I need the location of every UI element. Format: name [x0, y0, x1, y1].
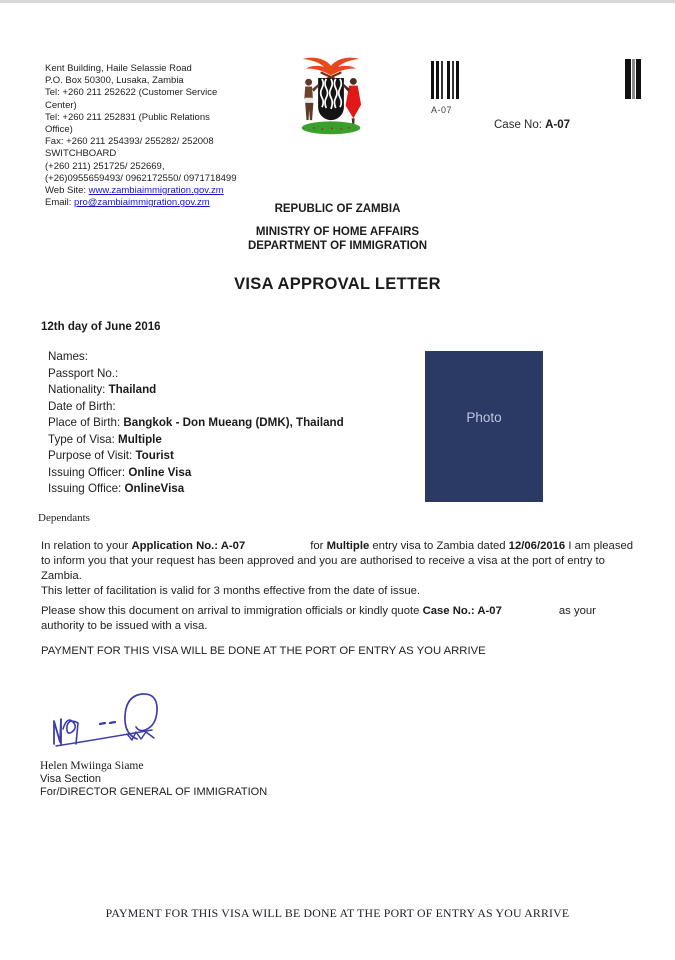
- website-line: [45, 185, 297, 197]
- signatory-for-line: For/DIRECTOR GENERAL OF IMMIGRATION: [40, 786, 268, 799]
- text-segment: 12/06/2016: [508, 540, 566, 552]
- field-value: Online Visa: [128, 465, 192, 479]
- photo-placeholder-box: [425, 351, 543, 502]
- address-line: Tel: +260 211 252831 (Public Relations: [45, 111, 210, 123]
- signature-ink: [40, 676, 170, 758]
- photo-placeholder-text: Photo: [466, 410, 502, 425]
- heading-ministry: MINISTRY OF HOME AFFAIRS: [255, 226, 420, 238]
- right-supporter-figure: [343, 78, 361, 125]
- letter-title: VISA APPROVAL LETTER: [234, 275, 441, 293]
- field-value: Multiple: [118, 432, 162, 446]
- email-link[interactable]: pro@zambiaimmigration.gov.zm: [74, 197, 210, 209]
- field-row: [48, 399, 344, 416]
- text-segment: Multiple: [326, 540, 370, 552]
- field-row: [48, 432, 344, 449]
- field-row: [48, 382, 344, 399]
- signatory-block: [40, 760, 267, 800]
- address-line: SWITCHBOARD: [45, 148, 117, 160]
- field-label: Issuing Office:: [48, 482, 125, 495]
- case-barcode: [431, 61, 473, 115]
- field-row: [48, 366, 344, 383]
- case-number-value: A-07: [545, 119, 571, 131]
- text-segment: as your authority to be issued with a visa.: [41, 605, 596, 632]
- barcode-partial-icon: [625, 59, 641, 99]
- case-number: [494, 119, 570, 131]
- field-label: Place of Birth:: [48, 416, 124, 429]
- field-label: Names:: [48, 350, 88, 363]
- signatory-section: Visa Section: [40, 773, 101, 786]
- letter-date: 12th day of June 2016: [41, 321, 161, 333]
- case-number-label: Case No:: [494, 119, 546, 131]
- address-line: (+26)0955659493/ 0962172550/ 0971718499: [45, 172, 237, 184]
- applicant-fields-list: [48, 349, 344, 498]
- zambia-coat-of-arms-icon: [288, 50, 374, 142]
- address-lines: [45, 63, 297, 185]
- text-segment: Application No.: A-07: [131, 540, 246, 552]
- text-segment: for: [310, 540, 327, 552]
- payment-notice: PAYMENT FOR THIS VISA WILL BE DONE AT THE PORT OF ENTRY AS YOU ARRIVE: [41, 645, 486, 657]
- text-gap: [502, 604, 559, 619]
- field-label: Passport No.:: [48, 366, 119, 380]
- address-line: Fax: +260 211 254393/ 255282/ 252008: [45, 136, 214, 148]
- address-line: Kent Building, Haile Selassie Road: [45, 63, 192, 74]
- barcode-icon: [431, 61, 465, 99]
- field-value: Thailand: [108, 383, 157, 396]
- email-label: Email:: [45, 197, 75, 209]
- field-row: [48, 465, 344, 482]
- address-line: P.O. Box 50300, Lusaka, Zambia: [45, 75, 184, 87]
- field-label: Date of Birth:: [48, 399, 116, 413]
- heading-department: DEPARTMENT OF IMMIGRATION: [247, 240, 428, 252]
- text-segment: entry visa to Zambia dated: [369, 540, 509, 552]
- dependants-label: Dependants: [38, 512, 90, 524]
- address-line: Office): [45, 124, 73, 136]
- text-segment: Case No.: A-07: [422, 605, 502, 617]
- text-segment: In relation to your: [41, 540, 132, 552]
- field-row: [48, 415, 344, 432]
- text-gap: [245, 539, 310, 554]
- text-segment: I am pleased to inform you that your request has been approved and you are authorised to receive a visa at the port of entry to Zambia.: [41, 540, 634, 582]
- field-value: OnlineVisa: [124, 482, 185, 495]
- address-line: (+260 211) 251725/ 252669,: [45, 160, 165, 172]
- top-edge-divider: [0, 0, 675, 3]
- approval-paragraph: [41, 539, 640, 584]
- address-line: Center): [45, 99, 77, 111]
- field-label: Issuing Officer:: [48, 465, 129, 479]
- validity-sentence: This letter of facilitation is valid for 3 months effective from the date of issue.: [41, 585, 421, 597]
- field-label: Nationality:: [48, 383, 109, 396]
- field-row: [48, 349, 344, 366]
- heading-republic: REPUBLIC OF ZAMBIA: [274, 203, 401, 215]
- text-segment: Please show this document on arrival to immigration officials or kindly quote: [41, 605, 423, 617]
- footer-payment-notice: PAYMENT FOR THIS VISA WILL BE DONE AT THE PORT OF ENTRY AS YOU ARRIVE: [105, 906, 570, 920]
- field-row: [48, 481, 344, 498]
- field-value: Tourist: [135, 449, 174, 462]
- signatory-name: Helen Mwiinga Siame: [40, 760, 144, 772]
- address-line: Tel: +260 211 252622 (Customer Service: [45, 87, 218, 99]
- field-label: Type of Visa:: [48, 432, 119, 446]
- website-link[interactable]: www.zambiaimmigration.gov.zm: [88, 185, 224, 197]
- left-supporter-figure: [304, 79, 319, 120]
- field-row: [48, 448, 344, 465]
- sender-address-block: [45, 63, 297, 209]
- instruction-paragraph: [41, 604, 640, 634]
- barcode-label: A-07: [431, 105, 453, 115]
- field-value: Bangkok - Don Mueang (DMK), Thailand: [123, 416, 344, 429]
- website-label: Web Site:: [45, 185, 89, 197]
- field-label: Purpose of Visit:: [48, 449, 136, 462]
